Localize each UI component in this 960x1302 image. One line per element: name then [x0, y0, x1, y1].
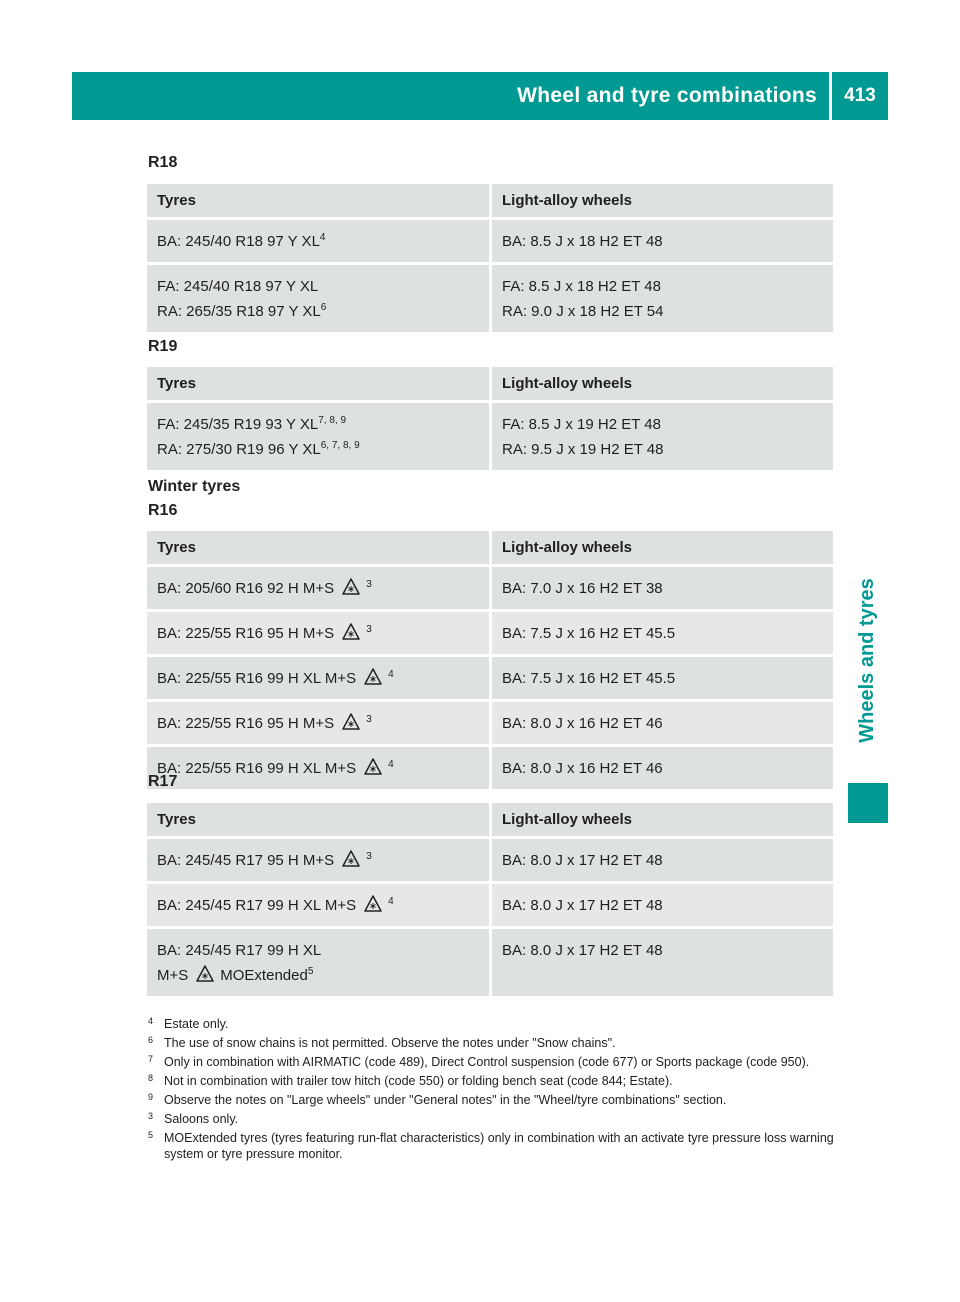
tyre-spec: BA: 205/60 R16 92 H M+S [157, 580, 335, 597]
wheel-cell: BA: 7.0 J x 16 H2 ET 38 [492, 567, 833, 609]
page-header [72, 72, 888, 120]
table-header-row [147, 531, 833, 564]
tyre-spec: BA: 245/45 R17 99 H XL [157, 942, 322, 959]
tyre-spec: BA: 225/55 R16 95 H M+S [157, 625, 335, 642]
wheel-spec: BA: 8.5 J x 18 H2 ET 48 [502, 233, 663, 250]
footnote-ref: 4 [388, 759, 394, 770]
snowflake-mountain-icon [196, 965, 214, 983]
footnote-ref: 3 [366, 624, 372, 635]
col-header-tyres: Tyres [147, 531, 492, 564]
wheel-cell: BA: 8.0 J x 17 H2 ET 48 [492, 839, 833, 881]
tyre-spec: FA: 245/40 R18 97 Y XL [157, 278, 319, 295]
tyre-spec: BA: 245/40 R18 97 Y XL [157, 233, 320, 250]
wheel-cell: BA: 7.5 J x 16 H2 ET 45.5 [492, 612, 833, 654]
footnote [148, 1130, 838, 1162]
footnote-ref: 4 [319, 232, 326, 243]
wheel-cell: BA: 8.0 J x 17 H2 ET 48 [492, 929, 833, 996]
table-row [147, 612, 833, 654]
footnote-number: 8 [148, 1073, 154, 1083]
footnote-ref: 3 [366, 579, 372, 590]
footnote-ref: 4 [388, 669, 394, 680]
footnote [148, 1016, 838, 1032]
tyre-spec: FA: 245/35 R19 93 Y XL [157, 416, 319, 433]
footnote-ref: 6 [320, 302, 327, 313]
table-row [147, 839, 833, 881]
wheel-cell [492, 265, 833, 332]
tyre-cell [147, 884, 492, 926]
col-header-wheels: Light-alloy wheels [492, 184, 833, 217]
footnote-text: Not in combination with trailer tow hitch (code 550) or folding bench seat (code 844; Estate). [164, 1074, 673, 1088]
page-title: Wheel and tyre combinations [517, 84, 817, 107]
snowflake-mountain-icon [342, 713, 360, 731]
table-row [147, 884, 833, 926]
table-winter-r16 [147, 528, 833, 792]
footnote-text: Only in combination with AIRMATIC (code 489), Direct Control suspension (code 677) or Sports package (code 950). [164, 1055, 810, 1069]
table-header-row [147, 803, 833, 836]
tyre-spec: RA: 275/30 R19 96 Y XL [157, 441, 321, 458]
table-header-row [147, 184, 833, 217]
tyre-spec: BA: 225/55 R16 99 H XL M+S [157, 670, 357, 687]
wheel-cell: BA: 8.0 J x 17 H2 ET 48 [492, 884, 833, 926]
wheel-spec: RA: 9.5 J x 19 H2 ET 48 [502, 441, 664, 458]
tyre-cell [147, 702, 492, 744]
tyre-cell [147, 220, 492, 262]
tyre-cell [147, 612, 492, 654]
wheel-spec: FA: 8.5 J x 19 H2 ET 48 [502, 416, 661, 433]
tyre-cell [147, 265, 492, 332]
footnote-text: Saloons only. [164, 1112, 239, 1126]
section-heading-winter: Winter tyres [148, 478, 241, 495]
tyre-spec-ms: M+S [157, 967, 189, 984]
tyre-cell [147, 567, 492, 609]
footnote [148, 1035, 838, 1051]
section-heading-r19: R19 [148, 338, 178, 355]
tyre-cell [147, 929, 492, 996]
col-header-wheels: Light-alloy wheels [492, 803, 833, 836]
footnote-ref: 3 [366, 851, 372, 862]
section-heading-r16: R16 [148, 502, 178, 519]
footnote-ref: 4 [388, 896, 394, 907]
footnote [148, 1054, 838, 1070]
table-row [147, 657, 833, 699]
page-number: 413 [844, 85, 876, 106]
moextended-label: MOExtended [220, 967, 308, 984]
table-row [147, 403, 833, 470]
section-heading-r18: R18 [148, 154, 178, 171]
footnote-ref: 5 [307, 966, 314, 977]
wheel-cell [492, 403, 833, 470]
side-tab [846, 540, 888, 780]
footnote-ref: 6, 7, 8, 9 [320, 440, 360, 451]
tyre-spec: BA: 225/55 R16 95 H M+S [157, 715, 335, 732]
table-r19 [147, 364, 833, 473]
footnote [148, 1073, 838, 1089]
table-row [147, 265, 833, 332]
snowflake-mountain-icon [364, 668, 382, 686]
table-row [147, 702, 833, 744]
col-header-wheels: Light-alloy wheels [492, 531, 833, 564]
col-header-wheels: Light-alloy wheels [492, 367, 833, 400]
wheel-cell: BA: 8.0 J x 16 H2 ET 46 [492, 747, 833, 789]
snowflake-mountain-icon [364, 895, 382, 913]
tyre-spec: BA: 245/45 R17 95 H M+S [157, 852, 335, 869]
side-tab-marker [848, 783, 888, 823]
footnote-text: Estate only. [164, 1017, 229, 1031]
snowflake-mountain-icon [342, 850, 360, 868]
tyre-spec: BA: 225/55 R16 99 H XL M+S [157, 760, 357, 777]
wheel-cell: BA: 8.0 J x 16 H2 ET 46 [492, 702, 833, 744]
footnote [148, 1092, 838, 1108]
tyre-spec: BA: 245/45 R17 99 H XL M+S [157, 897, 357, 914]
footnote-number: 9 [148, 1092, 154, 1102]
table-row [147, 220, 833, 262]
col-header-tyres: Tyres [147, 367, 492, 400]
tyre-cell [147, 403, 492, 470]
footnote-number: 3 [148, 1111, 154, 1121]
wheel-cell [492, 220, 833, 262]
footnote-text: Observe the notes on "Large wheels" under "General notes" in the "Wheel/tyre combinations" section. [164, 1093, 727, 1107]
tyre-cell [147, 839, 492, 881]
footnote-number: 5 [148, 1130, 154, 1140]
snowflake-mountain-icon [342, 623, 360, 641]
footnotes [148, 1016, 838, 1165]
col-header-tyres: Tyres [147, 184, 492, 217]
footnote-text: The use of snow chains is not permitted. Observe the notes under "Snow chains". [164, 1036, 616, 1050]
snowflake-mountain-icon [364, 758, 382, 776]
wheel-spec: FA: 8.5 J x 18 H2 ET 48 [502, 278, 661, 295]
tyre-spec: RA: 265/35 R18 97 Y XL [157, 303, 321, 320]
col-header-tyres: Tyres [147, 803, 492, 836]
footnote [148, 1111, 838, 1127]
footnote-number: 4 [148, 1016, 154, 1026]
footnote-number: 6 [148, 1035, 154, 1045]
table-header-row [147, 367, 833, 400]
table-r18 [147, 181, 833, 335]
footnote-ref: 7, 8, 9 [318, 415, 347, 426]
side-tab-label: Wheels and tyres [855, 577, 878, 743]
table-row [147, 747, 833, 789]
wheel-cell: BA: 7.5 J x 16 H2 ET 45.5 [492, 657, 833, 699]
tyre-cell [147, 747, 492, 789]
table-row [147, 567, 833, 609]
wheel-spec: RA: 9.0 J x 18 H2 ET 54 [502, 303, 664, 320]
tyre-cell [147, 657, 492, 699]
footnote-number: 7 [148, 1054, 154, 1064]
snowflake-mountain-icon [342, 578, 360, 596]
footnote-text: MOExtended tyres (tyres featuring run-flat characteristics) only in combination with an activate tyre pressure loss warning system or tyre pressure monitor. [164, 1131, 834, 1161]
table-row [147, 929, 833, 996]
section-heading-r17: R17 [148, 773, 178, 790]
table-winter-r17 [147, 800, 833, 999]
footnote-ref: 3 [366, 714, 372, 725]
